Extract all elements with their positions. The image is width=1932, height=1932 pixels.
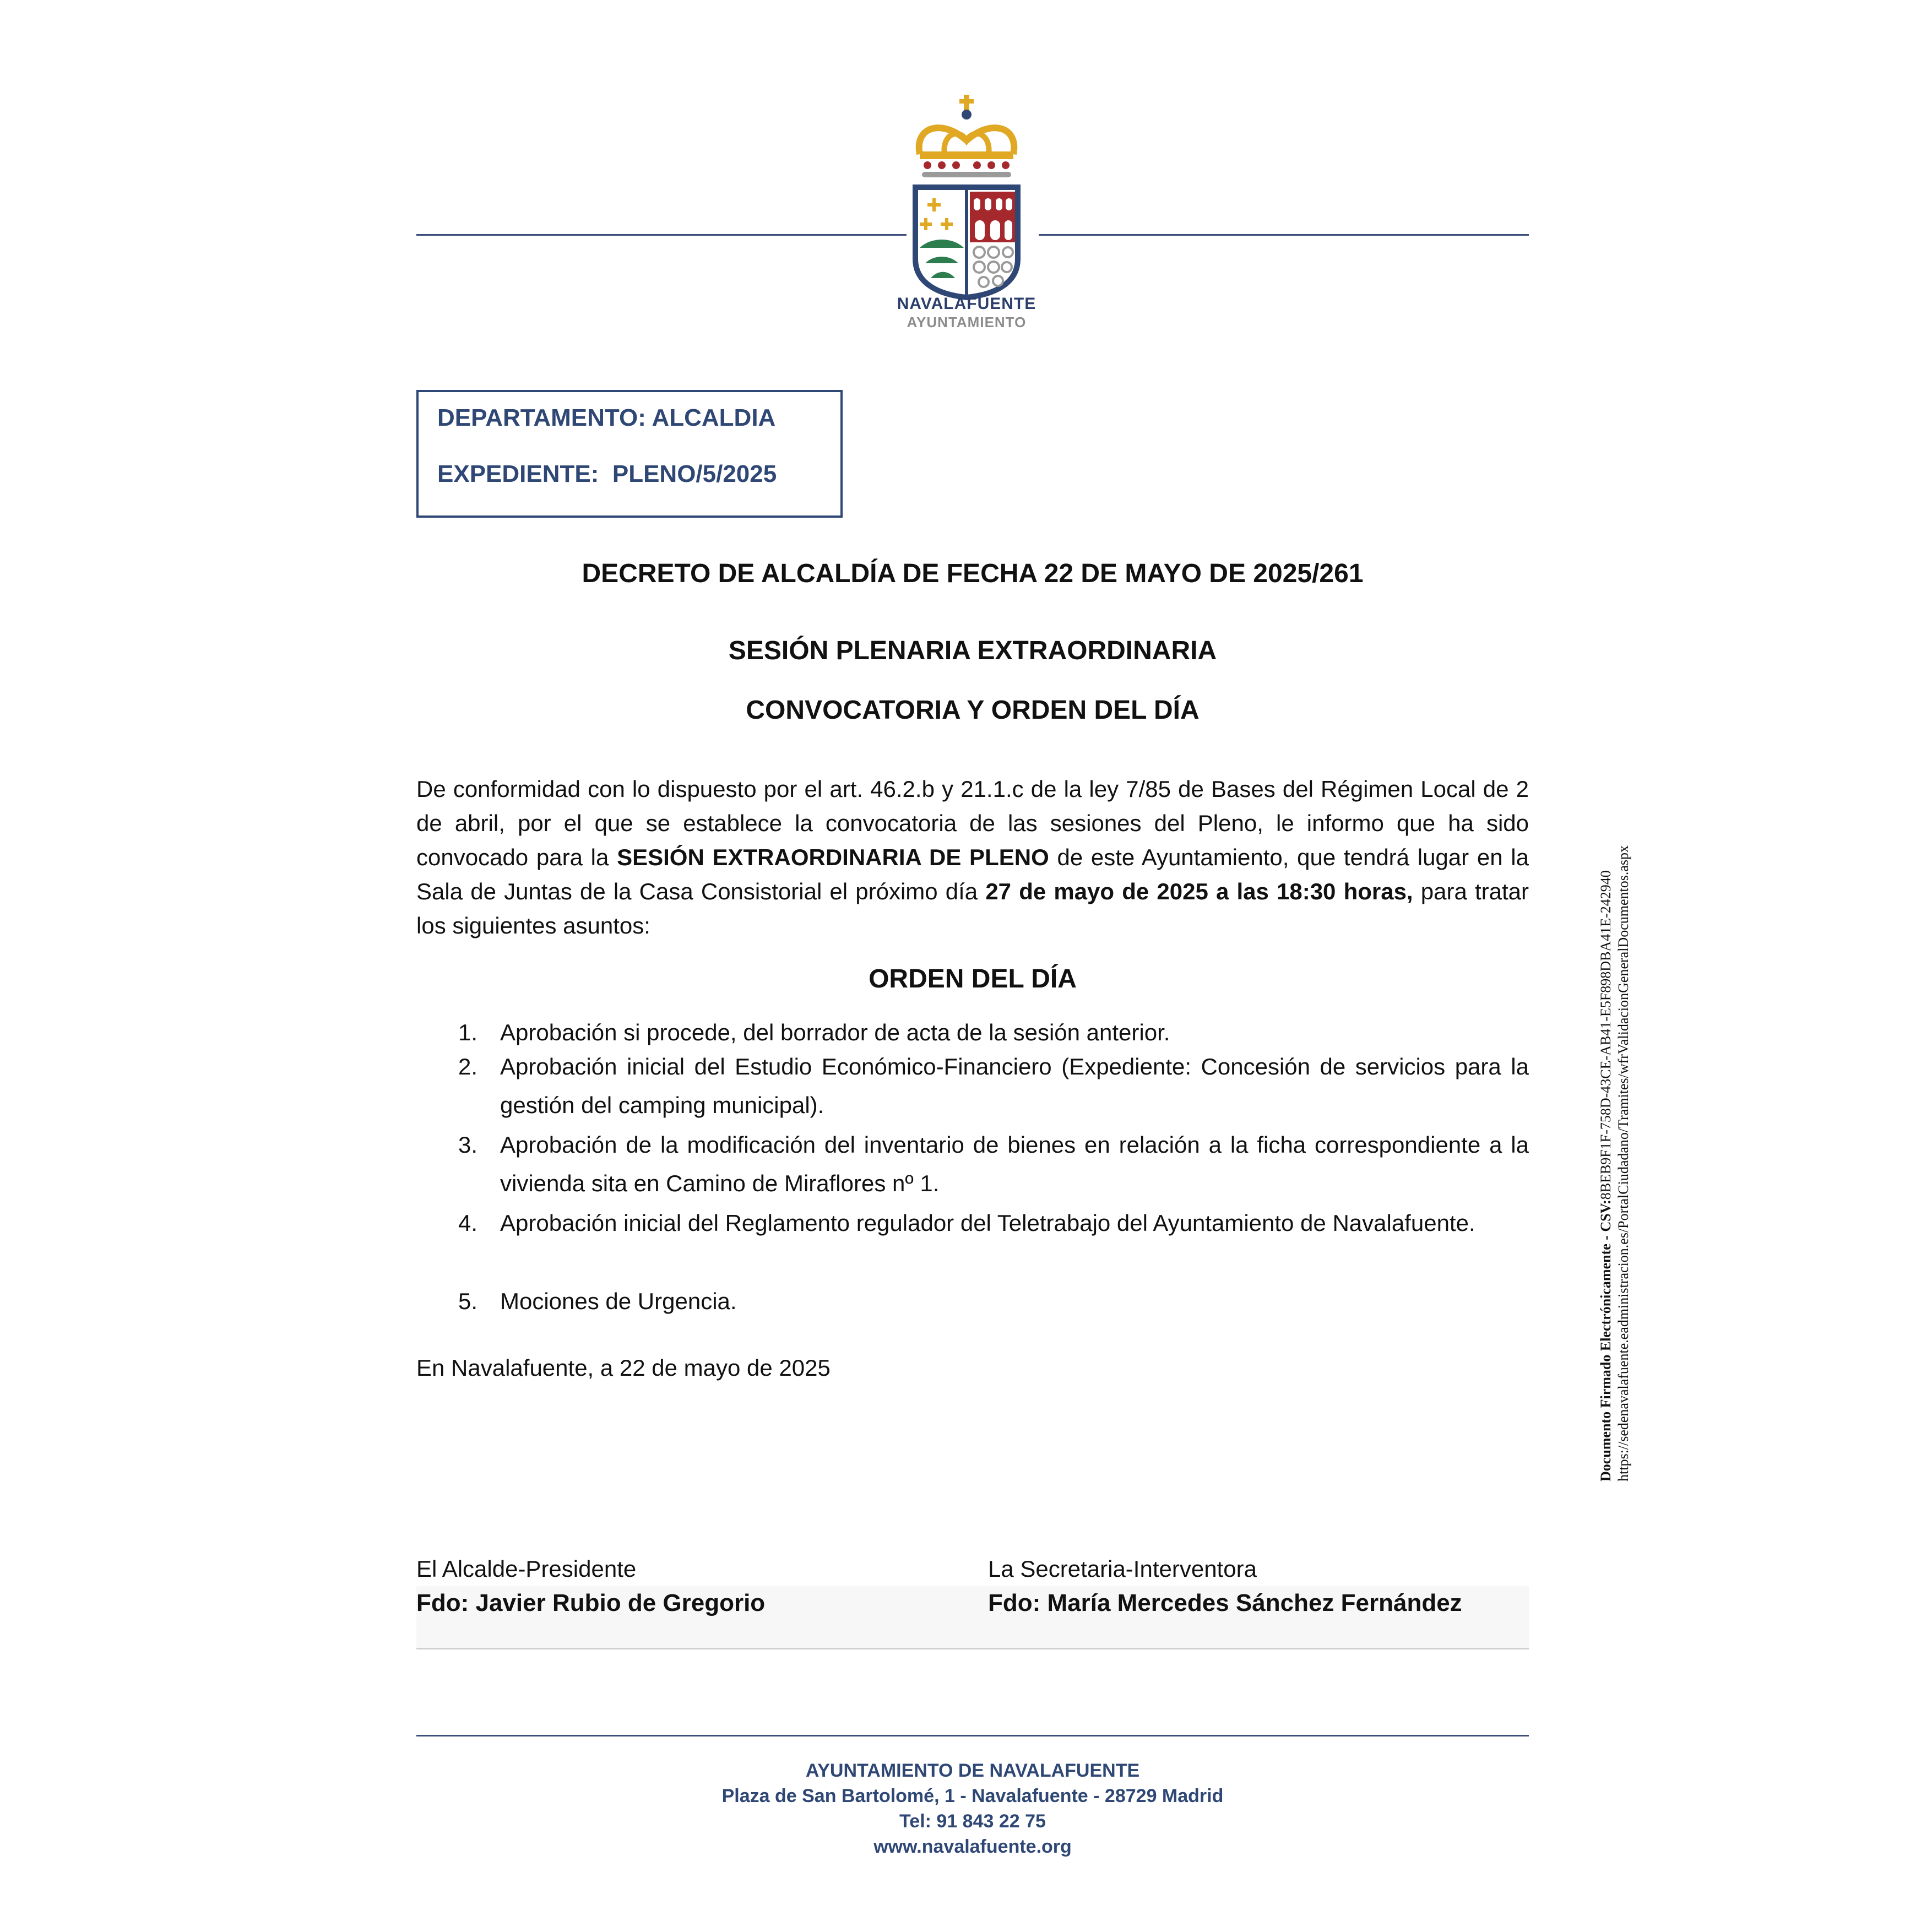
- agenda-item-number: 1.: [458, 1019, 478, 1045]
- agenda-item-text: Aprobación si procede, del borrador de acta de la sesión anterior.: [500, 1019, 1170, 1045]
- coat-of-arms-icon: [903, 88, 1030, 303]
- footer-website[interactable]: www.navalafuente.org: [873, 1836, 1072, 1857]
- agenda-item-number: 4.: [458, 1210, 478, 1236]
- header-rule-left: [416, 234, 907, 236]
- agenda-item-number: 2.: [458, 1054, 478, 1079]
- intro-bold-date: 27 de mayo de 2025 a las 18:30 horas,: [985, 878, 1413, 904]
- csv-label: Documento Firmado Electrónicamente - CSV:: [1598, 1200, 1614, 1481]
- footer-address: Plaza de San Bartolomé, 1 - Navalafuente - 28729 Madrid: [721, 1786, 1224, 1806]
- decree-title: DECRETO DE ALCALDÍA DE FECHA 22 DE MAYO DE 2025/261: [582, 559, 1364, 588]
- department-label: DEPARTAMENTO: ALCALDIA: [437, 404, 776, 431]
- footer-org: AYUNTAMIENTO DE NAVALAFUENTE: [805, 1760, 1140, 1781]
- logo-subtitle: AYUNTAMIENTO: [907, 314, 1027, 330]
- agenda-item-text: Aprobación de la modificación del inventario de bienes en relación a la ficha correspondiente a la vivienda sita en Camino de Miraflores nº 1.: [500, 1132, 1529, 1196]
- agenda-item-number: 3.: [458, 1132, 478, 1158]
- mayor-signature: Fdo: Javier Rubio de Gregorio: [416, 1589, 766, 1616]
- secretary-role: La Secretaria-Interventora: [988, 1556, 1257, 1582]
- agenda-item-number: 5.: [458, 1288, 478, 1314]
- file-number-label: EXPEDIENTE: PLENO/5/2025: [437, 460, 777, 487]
- header-rule-right: [1039, 234, 1529, 236]
- department-box: [416, 390, 843, 518]
- intro-text-3: para tratar los siguientes asuntos:: [416, 878, 1529, 938]
- intro-text-2: de este Ayuntamiento, que tendrá lugar en la Sala de Juntas de la Casa Consistorial el próximo día: [416, 844, 1529, 904]
- validation-url[interactable]: https://sedenavalafuente.eadministracion.es/PortalCiudadano/Tramites/wfrValidacionGeneralDocumentos.aspx: [1615, 845, 1631, 1481]
- footer-rule: [416, 1735, 1529, 1736]
- place-and-date: En Navalafuente, a 22 de mayo de 2025: [416, 1355, 831, 1381]
- electronic-signature-note: [1597, 766, 1641, 1481]
- csv-code: 8BEB9F1F-758D-43CE-AB41-E5F898DBA41E-242940: [1598, 870, 1614, 1200]
- intro-paragraph: [416, 772, 1529, 943]
- secretary-signature: Fdo: María Mercedes Sánchez Fernández: [988, 1589, 1462, 1616]
- agenda-item-text: Mociones de Urgencia.: [500, 1288, 737, 1314]
- convocation-title: CONVOCATORIA Y ORDEN DEL DÍA: [746, 696, 1200, 725]
- intro-text-1: De conformidad con lo dispuesto por el art. 46.2.b y 21.1.c de la ley 7/85 de Bases del Régimen Local de 2 de abril, por el que se establece la convocatoria de las sesiones del Pleno, le informo que ha sido convocado para la: [416, 776, 1529, 870]
- agenda-title: ORDEN DEL DÍA: [869, 964, 1077, 994]
- agenda-item-text: Aprobación inicial del Reglamento regulador del Teletrabajo del Ayuntamiento de Navalafuente.: [500, 1210, 1475, 1236]
- logo-name: NAVALAFUENTE: [897, 295, 1036, 313]
- agenda-item-text: Aprobación inicial del Estudio Económico-Financiero (Expediente: Concesión de servicios para la gestión del camping municipal).: [500, 1054, 1529, 1118]
- intro-bold-session: SESIÓN EXTRAORDINARIA DE PLENO: [617, 844, 1049, 870]
- session-title: SESIÓN PLENARIA EXTRAORDINARIA: [728, 636, 1217, 665]
- mayor-role: El Alcalde-Presidente: [416, 1556, 637, 1582]
- footer-phone: Tel: 91 843 22 75: [899, 1811, 1046, 1832]
